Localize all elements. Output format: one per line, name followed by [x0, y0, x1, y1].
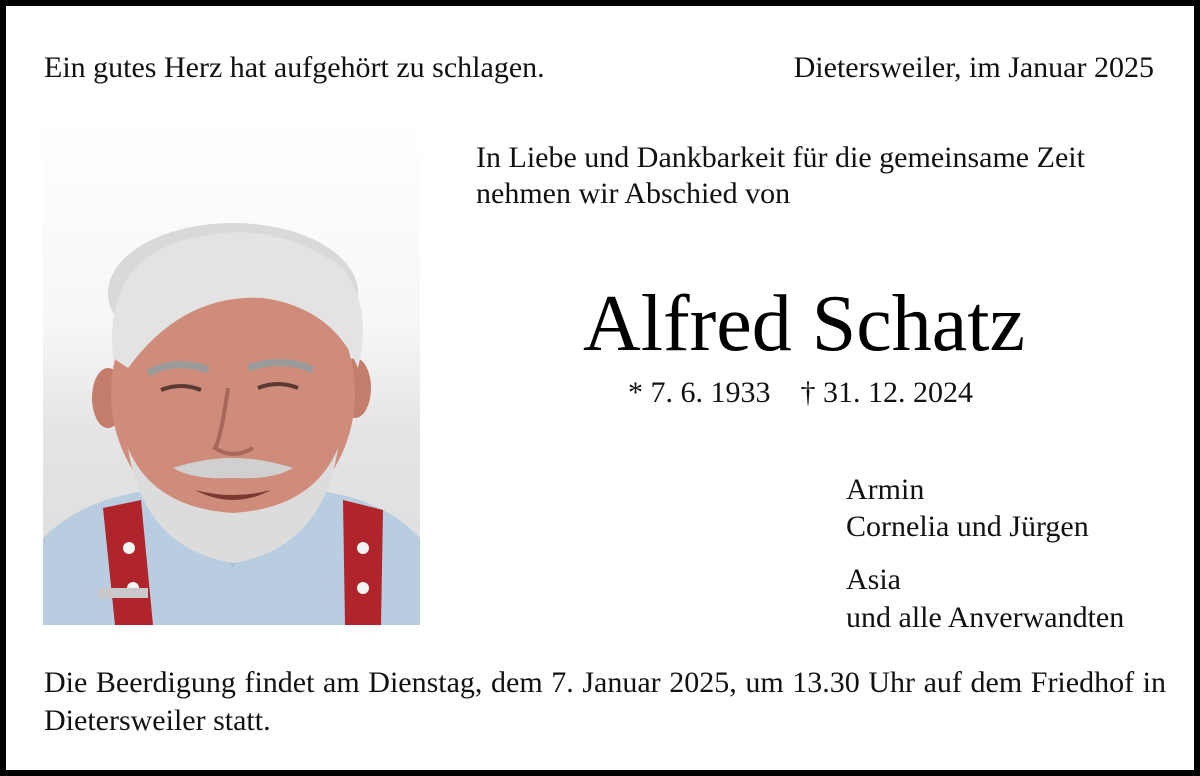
- funeral-info: Die Beerdigung findet am Dienstag, dem 7. Januar 2025, um 13.30 Uhr auf dem Friedhof in Dietersweiler statt.: [44, 666, 1166, 737]
- life-dates: [628, 375, 973, 411]
- death-date: † 31. 12. 2024: [800, 376, 973, 409]
- mourner-name: Asia: [846, 563, 901, 596]
- motto-text: Ein gutes Herz hat aufgehört zu schlagen.: [44, 51, 545, 84]
- mourner-name: Armin: [846, 473, 925, 506]
- deceased-name: Alfred Schatz: [583, 280, 1026, 368]
- mourner-name: Cornelia und Jürgen: [846, 510, 1089, 543]
- place-date-text: Dietersweiler, im Januar 2025: [793, 51, 1154, 84]
- birth-date: * 7. 6. 1933: [628, 376, 771, 409]
- intro-line-1: In Liebe und Dankbarkeit für die gemeinsame Zeit: [476, 141, 1085, 174]
- portrait-illustration: [43, 118, 420, 625]
- mourner-name: und alle Anverwandten: [846, 601, 1125, 634]
- intro-line-2: nehmen wir Abschied von: [476, 177, 791, 210]
- portrait-photo: [43, 118, 420, 625]
